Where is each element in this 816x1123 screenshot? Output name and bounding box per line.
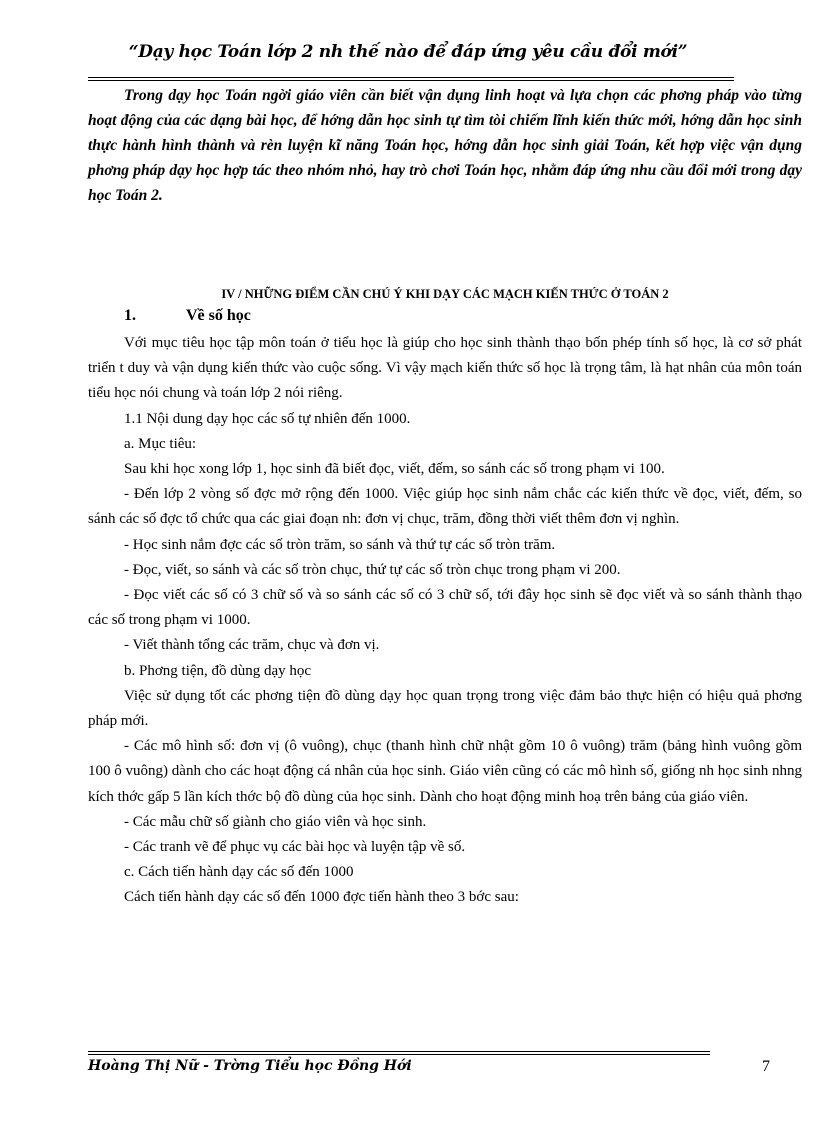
paragraph: - Đến lớp 2 vòng số đợc mở rộng đến 1000. Việc giúp học sinh nắm chắc các kiến thức về đọc, viết, đếm, so sánh các số đợc tổ chức qua các giai đoạn nh: đơn vị chục, trăm, đồng thời viết thêm đơn vị nghìn. [88,486,802,528]
paragraph: - Học sinh nắm đợc các số tròn trăm, so sánh và thứ tự các số tròn trăm. [124,536,556,553]
section-heading: IV / NHỮNG ĐIỂM CẦN CHÚ Ý KHI DẠY CÁC MẠCH KIẾN THỨC Ở TOÁN 2 [221,287,669,301]
sub-heading [124,307,251,325]
sub-heading-title: Về số học [186,307,251,324]
paragraph: - Các mẫu chữ số giành cho giáo viên và học sinh. [124,813,427,830]
paragraph: - Đọc, viết, so sánh và các số tròn chục, thứ tự các số tròn chục trong phạm vi 200. [124,561,621,578]
paragraph: 1.1 Nội dung dạy học các số tự nhiên đến 1000. [124,410,411,427]
lead-paragraph: Trong dạy học Toán ngời giáo viên cần biết vận dụng linh hoạt và lựa chọn các phơng pháp vào từng hoạt động của các dạng bài học, để hớng dẫn học sinh tự tìm tòi chiếm lĩnh kiến thức mới, hớng dẫn học sinh thực hành hình thành và rèn luyện kĩ năng Toán học, hớng dẫn học sinh giải Toán, kết hợp việc vận dụng phơng pháp dạy học hợp tác theo nhóm nhỏ, hay trò chơi Toán học, nhằm đáp ứng nhu cầu đổi mới trong dạy học Toán 2. [88,87,802,204]
footer-author: Hoàng Thị Nữ - Trờng Tiểu học Đồng Hới [88,1058,412,1074]
paragraph: Cách tiến hành dạy các số đến 1000 đợc tiến hành theo 3 bớc sau: [124,889,519,906]
body-text [88,331,802,911]
paragraph: Sau khi học xong lớp 1, học sinh đã biết đọc, viết, đếm, so sánh các số trong phạm vi 100. [124,461,665,478]
paragraph: - Đọc viết các số có 3 chữ số và so sánh các số có 3 chữ số, tới đây học sinh sẽ đọc viết và so sánh thành thạo các số trong phạm vi 1000. [88,587,802,629]
paragraph: Việc sử dụng tốt các phơng tiện đồ dùng dạy học quan trọng trong việc đảm bảo thực hiện có hiệu quả phơng pháp mới. [88,687,802,730]
page-number: 7 [762,1058,770,1075]
header-title: “Dạy học Toán lớp 2 nh thế nào để đáp ứng yêu cầu đổi mới” [128,42,688,62]
paragraph: b. Phơng tiện, đồ dùng dạy học [124,662,312,679]
paragraph: a. Mục tiêu: [124,435,197,452]
paragraph: - Viết thành tổng các trăm, chục và đơn vị. [124,637,380,654]
sub-heading-number: 1. [124,307,136,324]
paragraph: Với mục tiêu học tập môn toán ở tiểu học là giúp cho học sinh thành thạo bốn phép tính số học, là cơ sở phát triển t duy và vận dụng kiến thức vào cuộc sống. Vì vậy mạch kiến thức số học là trọng tâm, là hạt nhân của môn toán tiểu học nói chung và toán lớp 2 nói riêng. [88,335,802,402]
paragraph: c. Cách tiến hành dạy các số đến 1000 [124,864,354,881]
paragraph: - Các tranh vẽ để phục vụ các bài học và luyện tập về số. [124,839,466,856]
paragraph: - Các mô hình số: đơn vị (ô vuông), chục (thanh hình chữ nhật gồm 10 ô vuông) trăm (bảng hình vuông gồm 100 ô vuông) dành cho các hoạt động cá nhân của học sinh. Giáo viên cũng có các mô hình số, giống nh học sinh nhng kích thớc gấp 5 lần kích thớc bộ đồ dùng của học sinh. Dành cho hoạt động minh hoạ trên bảng của giáo viên. [88,738,802,805]
footer-rule [88,1051,710,1055]
header-rule [88,77,734,81]
